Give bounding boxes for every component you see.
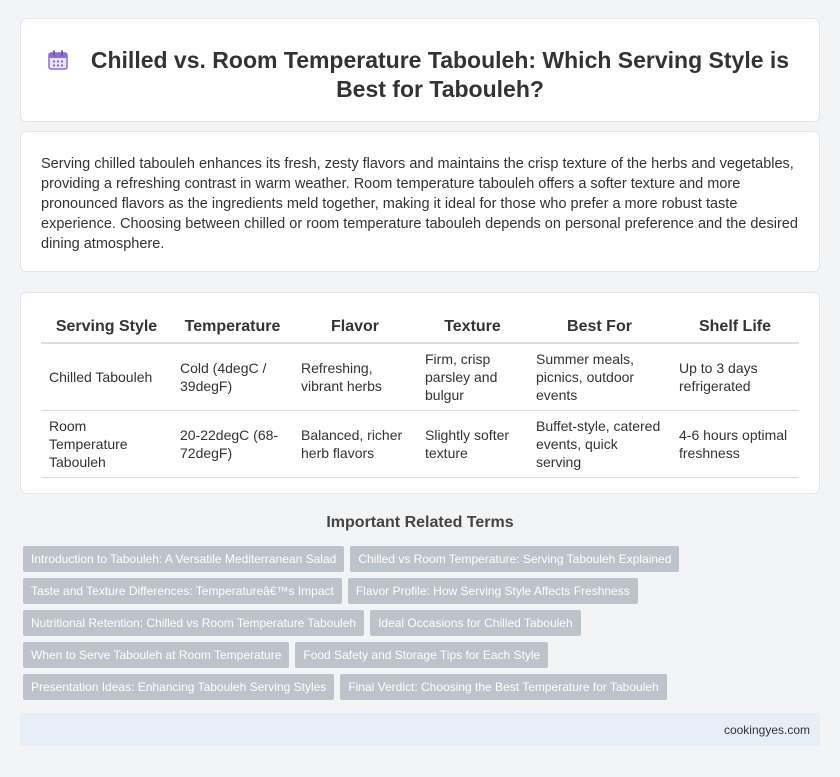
- related-term-tag[interactable]: Food Safety and Storage Tips for Each Style: [295, 642, 548, 668]
- header-flavor: Flavor: [293, 315, 417, 344]
- page-title: Chilled vs. Room Temperature Tabouleh: Which Serving Style is Best for Tabouleh?: [90, 47, 790, 102]
- comparison-table: [41, 315, 799, 478]
- related-term-tag[interactable]: Ideal Occasions for Chilled Tabouleh: [370, 610, 581, 636]
- table-cell: Balanced, richer herb flavors: [293, 411, 417, 478]
- table-cell: Summer meals, picnics, outdoor events: [528, 344, 671, 411]
- footer-site-name[interactable]: cookingyes.com: [723, 723, 810, 737]
- related-term-tag[interactable]: Presentation Ideas: Enhancing Tabouleh Serving Styles: [23, 674, 334, 700]
- table-header-row: [41, 315, 799, 344]
- table-cell: Chilled Tabouleh: [41, 344, 172, 411]
- related-term-tag[interactable]: Nutritional Retention: Chilled vs Room Temperature Tabouleh: [23, 610, 364, 636]
- table-cell: Slightly softer texture: [417, 411, 528, 478]
- intro-card: [20, 131, 820, 272]
- related-term-tag[interactable]: Final Verdict: Choosing the Best Temperature for Tabouleh: [340, 674, 666, 700]
- related-term-tag[interactable]: Introduction to Tabouleh: A Versatile Mediterranean Salad: [23, 546, 344, 572]
- intro-paragraph: Serving chilled tabouleh enhances its fresh, zesty flavors and maintains the crisp texture of the herbs and vegetables, providing a refreshing contrast in warm weather. Room temperature tabouleh offers a softer texture and more pronounced flavors as the ingredients meld together, making it ideal for those who prefer a more robust taste experience. Choosing between chilled or room temperature tabouleh depends on personal preference and the desired dining atmosphere.: [41, 156, 798, 252]
- related-terms-list: [23, 546, 683, 700]
- header-texture: Texture: [417, 315, 528, 344]
- header-shelf-life: Shelf Life: [671, 315, 799, 344]
- related-term-tag[interactable]: Taste and Texture Differences: Temperatureâ€™s Impact: [23, 578, 342, 604]
- related-term-tag[interactable]: Flavor Profile: How Serving Style Affects Freshness: [348, 578, 638, 604]
- table-row: [41, 411, 799, 478]
- related-term-tag[interactable]: When to Serve Tabouleh at Room Temperature: [23, 642, 289, 668]
- related-terms-title: Important Related Terms: [326, 514, 514, 531]
- table-cell: Buffet-style, catered events, quick serving: [528, 411, 671, 478]
- title-card: [20, 18, 820, 122]
- table-cell: Room Temperature Tabouleh: [41, 411, 172, 478]
- table-cell: 4-6 hours optimal freshness: [671, 411, 799, 478]
- comparison-card: [20, 292, 820, 494]
- table-cell: Up to 3 days refrigerated: [671, 344, 799, 411]
- table-row: [41, 344, 799, 411]
- table-cell: Refreshing, vibrant herbs: [293, 344, 417, 411]
- header-temperature: Temperature: [172, 315, 293, 344]
- table-cell: Cold (4degC / 39degF): [172, 344, 293, 411]
- header-serving-style: Serving Style: [41, 315, 172, 344]
- header-best-for: Best For: [528, 315, 671, 344]
- footer: [20, 713, 820, 746]
- related-term-tag[interactable]: Chilled vs Room Temperature: Serving Tabouleh Explained: [350, 546, 679, 572]
- table-cell: 20-22degC (68-72degF): [172, 411, 293, 478]
- table-cell: Firm, crisp parsley and bulgur: [417, 344, 528, 411]
